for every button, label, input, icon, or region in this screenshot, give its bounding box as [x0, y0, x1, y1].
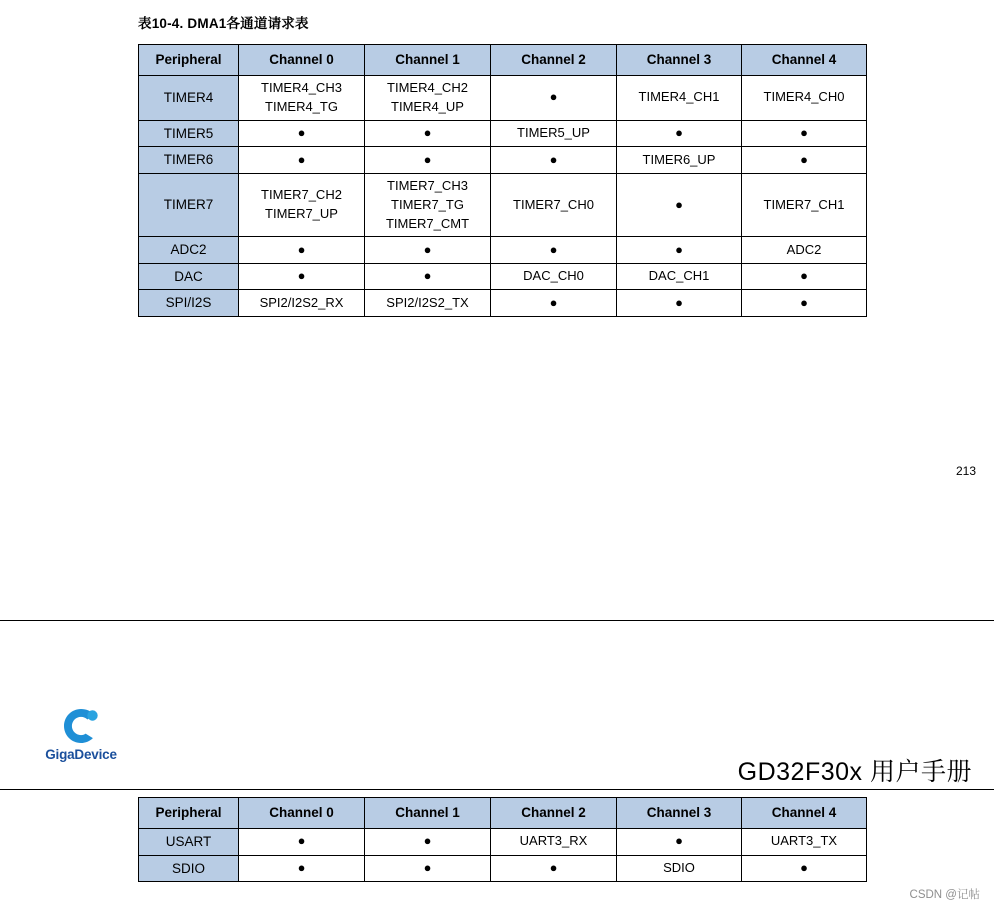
channel-3-cell [617, 237, 742, 264]
dot-marker: ● [423, 241, 432, 257]
channel-0-cell [239, 237, 365, 264]
column-header-channel-1: Channel 1 [365, 798, 491, 829]
cell-line: TIMER7_CH2 [261, 187, 342, 203]
table-header-row [139, 798, 867, 829]
channel-3-cell [617, 855, 742, 882]
cell-lines [619, 267, 739, 286]
table-header-row [139, 45, 867, 76]
channel-0-cell [239, 173, 365, 237]
cell-line: TIMER4_TG [265, 98, 338, 114]
channel-0-cell [239, 76, 365, 121]
dma-table [138, 44, 867, 317]
gigadevice-logo-icon [61, 706, 101, 746]
table-caption: 表10-4. DMA1各通道请求表 [138, 16, 309, 31]
dot-marker: ● [297, 125, 306, 141]
column-header-channel-4: Channel 4 [742, 798, 867, 829]
table-row [139, 290, 867, 317]
dma1-request-table-continued [138, 797, 866, 882]
channel-4-cell [742, 173, 867, 237]
dot-marker: ● [297, 833, 306, 849]
table-header [139, 45, 867, 76]
cell-line: TIMER7_CH3 [387, 177, 468, 193]
dot-marker: ● [549, 151, 558, 167]
cell-lines [241, 79, 362, 117]
channel-1-cell [365, 855, 491, 882]
cell-lines [744, 241, 864, 260]
cell-lines [367, 79, 488, 117]
dot-marker: ● [800, 125, 808, 141]
cell-line: TIMER4_CH3 [261, 80, 342, 95]
channel-2-cell [491, 173, 617, 237]
dot-marker: ● [423, 268, 432, 284]
cell-lines [241, 294, 362, 313]
dot-marker: ● [675, 294, 683, 310]
dot-marker: ● [297, 268, 306, 284]
channel-1-cell [365, 829, 491, 856]
channel-2-cell [491, 855, 617, 882]
cell-line: TIMER4_CH2 [387, 80, 468, 95]
cell-line: SPI2/I2S2_RX [259, 294, 344, 310]
table-row [139, 855, 867, 882]
cell-lines [619, 88, 739, 107]
cell-line: TIMER5_UP [517, 125, 590, 141]
dot-marker: ● [549, 294, 558, 310]
cell-lines [744, 196, 864, 215]
channel-1-cell [365, 76, 491, 121]
channel-3-cell [617, 120, 742, 147]
channel-2-cell [491, 290, 617, 317]
channel-2-cell [491, 263, 617, 290]
column-header-channel-0: Channel 0 [239, 798, 365, 829]
table-row [139, 173, 867, 237]
dot-marker: ● [675, 196, 683, 212]
channel-2-cell [491, 147, 617, 174]
channel-1-cell [365, 263, 491, 290]
cell-line: SPI2/I2S2_TX [386, 294, 469, 310]
dma-table-continued [138, 797, 867, 882]
peripheral-cell: SPI/I2S [139, 290, 239, 317]
dot-marker: ● [675, 125, 683, 141]
dot-marker: ● [800, 859, 808, 875]
cell-line: UART3_RX [519, 833, 588, 849]
cell-line: DAC_CH0 [523, 268, 584, 284]
dot-marker: ● [549, 859, 558, 875]
cell-line: TIMER7_CMT [385, 215, 470, 231]
channel-4-cell [742, 829, 867, 856]
channel-4-cell [742, 855, 867, 882]
divider-bottom [0, 789, 994, 790]
dot-marker: ● [297, 859, 306, 875]
channel-0-cell [239, 290, 365, 317]
channel-4-cell [742, 76, 867, 121]
cell-line: TIMER6_UP [642, 151, 716, 167]
table-row [139, 147, 867, 174]
dot-marker: ● [549, 89, 558, 105]
channel-2-cell [491, 120, 617, 147]
cell-lines [493, 267, 614, 286]
channel-0-cell [239, 263, 365, 290]
channel-3-cell [617, 147, 742, 174]
channel-1-cell [365, 147, 491, 174]
cell-line: UART3_TX [770, 833, 838, 849]
channel-3-cell [617, 173, 742, 237]
cell-line: SDIO [663, 859, 695, 875]
column-header-channel-1: Channel 1 [365, 45, 491, 76]
channel-1-cell [365, 290, 491, 317]
dot-marker: ● [675, 833, 683, 849]
column-header-peripheral: Peripheral [139, 798, 239, 829]
column-header-channel-0: Channel 0 [239, 45, 365, 76]
page-number: 213 [955, 464, 976, 478]
cell-line: TIMER4_CH0 [763, 89, 845, 105]
channel-3-cell [617, 263, 742, 290]
document-title [738, 752, 972, 788]
peripheral-cell: TIMER5 [139, 120, 239, 147]
channel-2-cell [491, 76, 617, 121]
channel-3-cell [617, 829, 742, 856]
cell-lines [744, 832, 864, 851]
table-row [139, 829, 867, 856]
dot-marker: ● [423, 151, 432, 167]
channel-0-cell [239, 829, 365, 856]
dot-marker: ● [423, 833, 432, 849]
peripheral-cell: TIMER6 [139, 147, 239, 174]
column-header-peripheral: Peripheral [139, 45, 239, 76]
channel-1-cell [365, 120, 491, 147]
channel-0-cell [239, 120, 365, 147]
table-header [139, 798, 867, 829]
cell-lines [493, 196, 614, 215]
dma1-request-table-top [138, 44, 866, 317]
cell-lines [493, 832, 614, 851]
table-body [139, 76, 867, 317]
dot-marker: ● [675, 241, 683, 257]
channel-4-cell [742, 237, 867, 264]
column-header-channel-2: Channel 2 [491, 45, 617, 76]
channel-2-cell [491, 237, 617, 264]
table-row [139, 237, 867, 264]
peripheral-cell: TIMER4 [139, 76, 239, 121]
cell-line: TIMER7_UP [265, 206, 338, 222]
cell-line: TIMER7_TG [391, 196, 464, 212]
table-row [139, 120, 867, 147]
document-title-model: GD32F30x [737, 758, 863, 786]
peripheral-cell: ADC2 [139, 237, 239, 264]
cell-line: TIMER7_CH0 [513, 196, 594, 212]
cell-lines [493, 124, 614, 143]
cell-line: ADC2 [786, 241, 822, 257]
column-header-channel-3: Channel 3 [617, 798, 742, 829]
peripheral-cell: USART [139, 829, 239, 856]
channel-0-cell [239, 147, 365, 174]
cell-lines [367, 294, 488, 313]
document-title-cn: 用户手册 [869, 757, 972, 786]
peripheral-cell: SDIO [139, 855, 239, 882]
cell-line: TIMER4_CH1 [638, 89, 720, 105]
gigadevice-logo [26, 706, 136, 762]
cell-lines [744, 88, 864, 107]
dot-marker: ● [800, 151, 808, 167]
channel-1-cell [365, 173, 491, 237]
channel-1-cell [365, 237, 491, 264]
dot-marker: ● [297, 241, 306, 257]
column-header-channel-2: Channel 2 [491, 798, 617, 829]
cell-lines [367, 177, 488, 234]
dot-marker: ● [423, 859, 432, 875]
divider-top [0, 620, 994, 621]
dot-marker: ● [800, 294, 808, 310]
channel-4-cell [742, 263, 867, 290]
channel-2-cell [491, 829, 617, 856]
channel-3-cell [617, 290, 742, 317]
column-header-channel-4: Channel 4 [742, 45, 867, 76]
cell-lines [241, 186, 362, 224]
channel-3-cell [617, 76, 742, 121]
table-body [139, 829, 867, 882]
table-row [139, 76, 867, 121]
channel-4-cell [742, 290, 867, 317]
cell-lines [619, 859, 739, 878]
cell-line: DAC_CH1 [648, 268, 710, 284]
watermark: CSDN @记帖 [909, 889, 980, 901]
cell-lines [619, 151, 739, 170]
cell-line: TIMER7_CH1 [763, 196, 845, 212]
table-row [139, 263, 867, 290]
gigadevice-logo-text: GigaDevice [45, 747, 117, 762]
peripheral-cell: TIMER7 [139, 173, 239, 237]
dot-marker: ● [800, 268, 808, 284]
dot-marker: ● [423, 125, 432, 141]
column-header-channel-3: Channel 3 [617, 45, 742, 76]
channel-4-cell [742, 147, 867, 174]
peripheral-cell: DAC [139, 263, 239, 290]
channel-4-cell [742, 120, 867, 147]
channel-0-cell [239, 855, 365, 882]
dot-marker: ● [549, 241, 558, 257]
cell-line: TIMER4_UP [391, 98, 464, 114]
dot-marker: ● [297, 151, 306, 167]
